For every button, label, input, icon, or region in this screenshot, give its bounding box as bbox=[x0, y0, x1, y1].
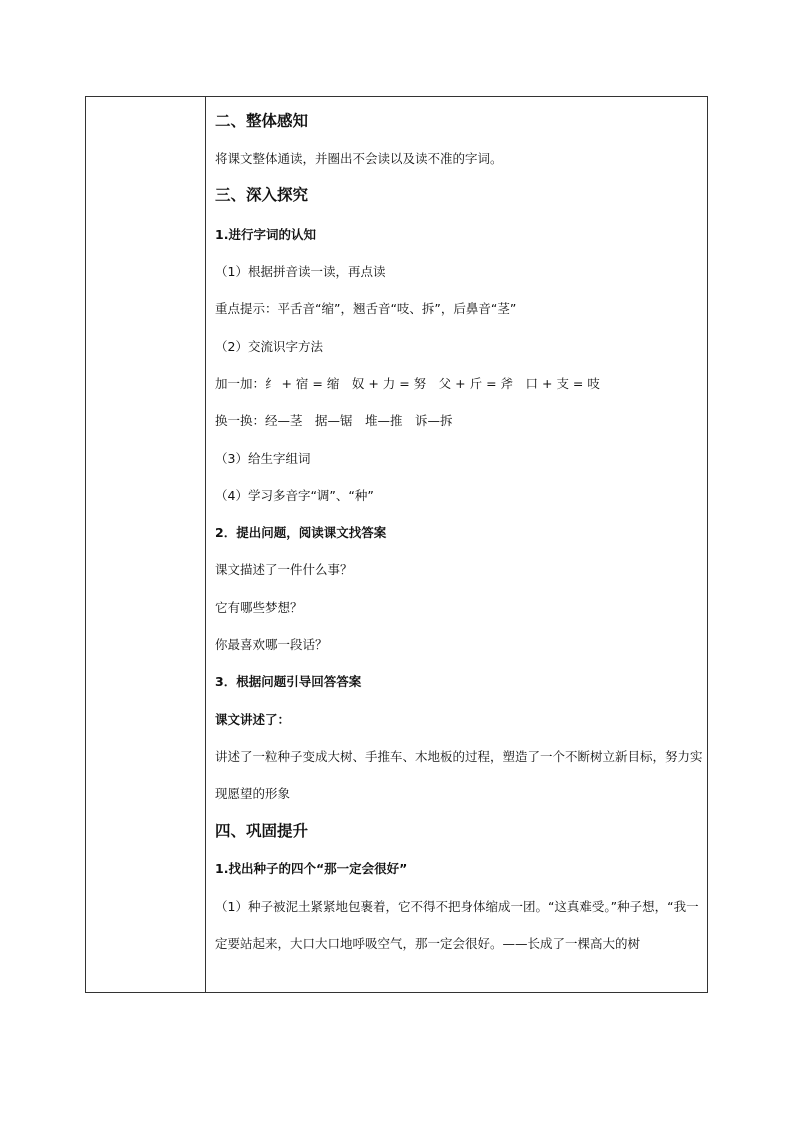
question-2: 它有哪些梦想？ bbox=[215, 600, 303, 615]
section-3-1-item-3: （3）给生字组词 bbox=[215, 451, 311, 466]
section-3-1-hint: 重点提示：平舌音“缩”，翘舌音“吱、拆”，后鼻音“茎” bbox=[215, 301, 517, 316]
section-3-1-swap: 换一换：经—茎 据—锯 堆—推 诉—拆 bbox=[215, 413, 453, 428]
section-2-title: 二、整体感知 bbox=[215, 112, 309, 130]
section-3-3-answer: 讲述了一粒种子变成大树、手推车、木地板的过程，塑造了一个不断树立新目标，努力实现愿望的形象 bbox=[215, 749, 703, 801]
section-3-1-item-4: （4）学习多音字“调”、“种” bbox=[215, 488, 374, 503]
section-3-title: 三、深入探究 bbox=[215, 186, 309, 204]
content-cell bbox=[206, 97, 707, 992]
section-3-3-subtitle: 课文讲述了： bbox=[215, 712, 291, 727]
section-3-1-add: 加一加：纟 + 宿 = 缩 奴 + 力 = 努 父 + 斤 = 斧 口 + 支 = 吱 bbox=[215, 376, 600, 391]
question-3: 你最喜欢哪一段话？ bbox=[215, 637, 328, 652]
section-4-1-title: 1.找出种子的四个“那一定会很好” bbox=[215, 861, 408, 876]
left-column-cell bbox=[86, 97, 206, 992]
section-2-text: 将课文整体通读，并圈出不会读以及读不准的字词。 bbox=[215, 151, 503, 166]
section-3-1-item-1: （1）根据拼音读一读，再点读 bbox=[215, 264, 386, 279]
section-3-1-item-2: （2）交流识字方法 bbox=[215, 339, 323, 354]
question-1: 课文描述了一件什么事？ bbox=[215, 562, 353, 577]
section-4-1-text: （1）种子被泥土紧紧地包裹着，它不得不把身体缩成一团。“这真难受。”种子想，“我一定要站起来，大口大口地呼吸空气，那一定会很好。——长成了一棵高大的树 bbox=[215, 899, 699, 951]
section-4-title: 四、巩固提升 bbox=[215, 822, 309, 840]
section-3-3-title: 3．根据问题引导回答答案 bbox=[215, 674, 362, 689]
section-3-1-title: 1.进行字词的认知 bbox=[215, 227, 316, 242]
lesson-table bbox=[85, 96, 708, 993]
section-3-2-title: 2．提出问题，阅读课文找答案 bbox=[215, 525, 387, 540]
